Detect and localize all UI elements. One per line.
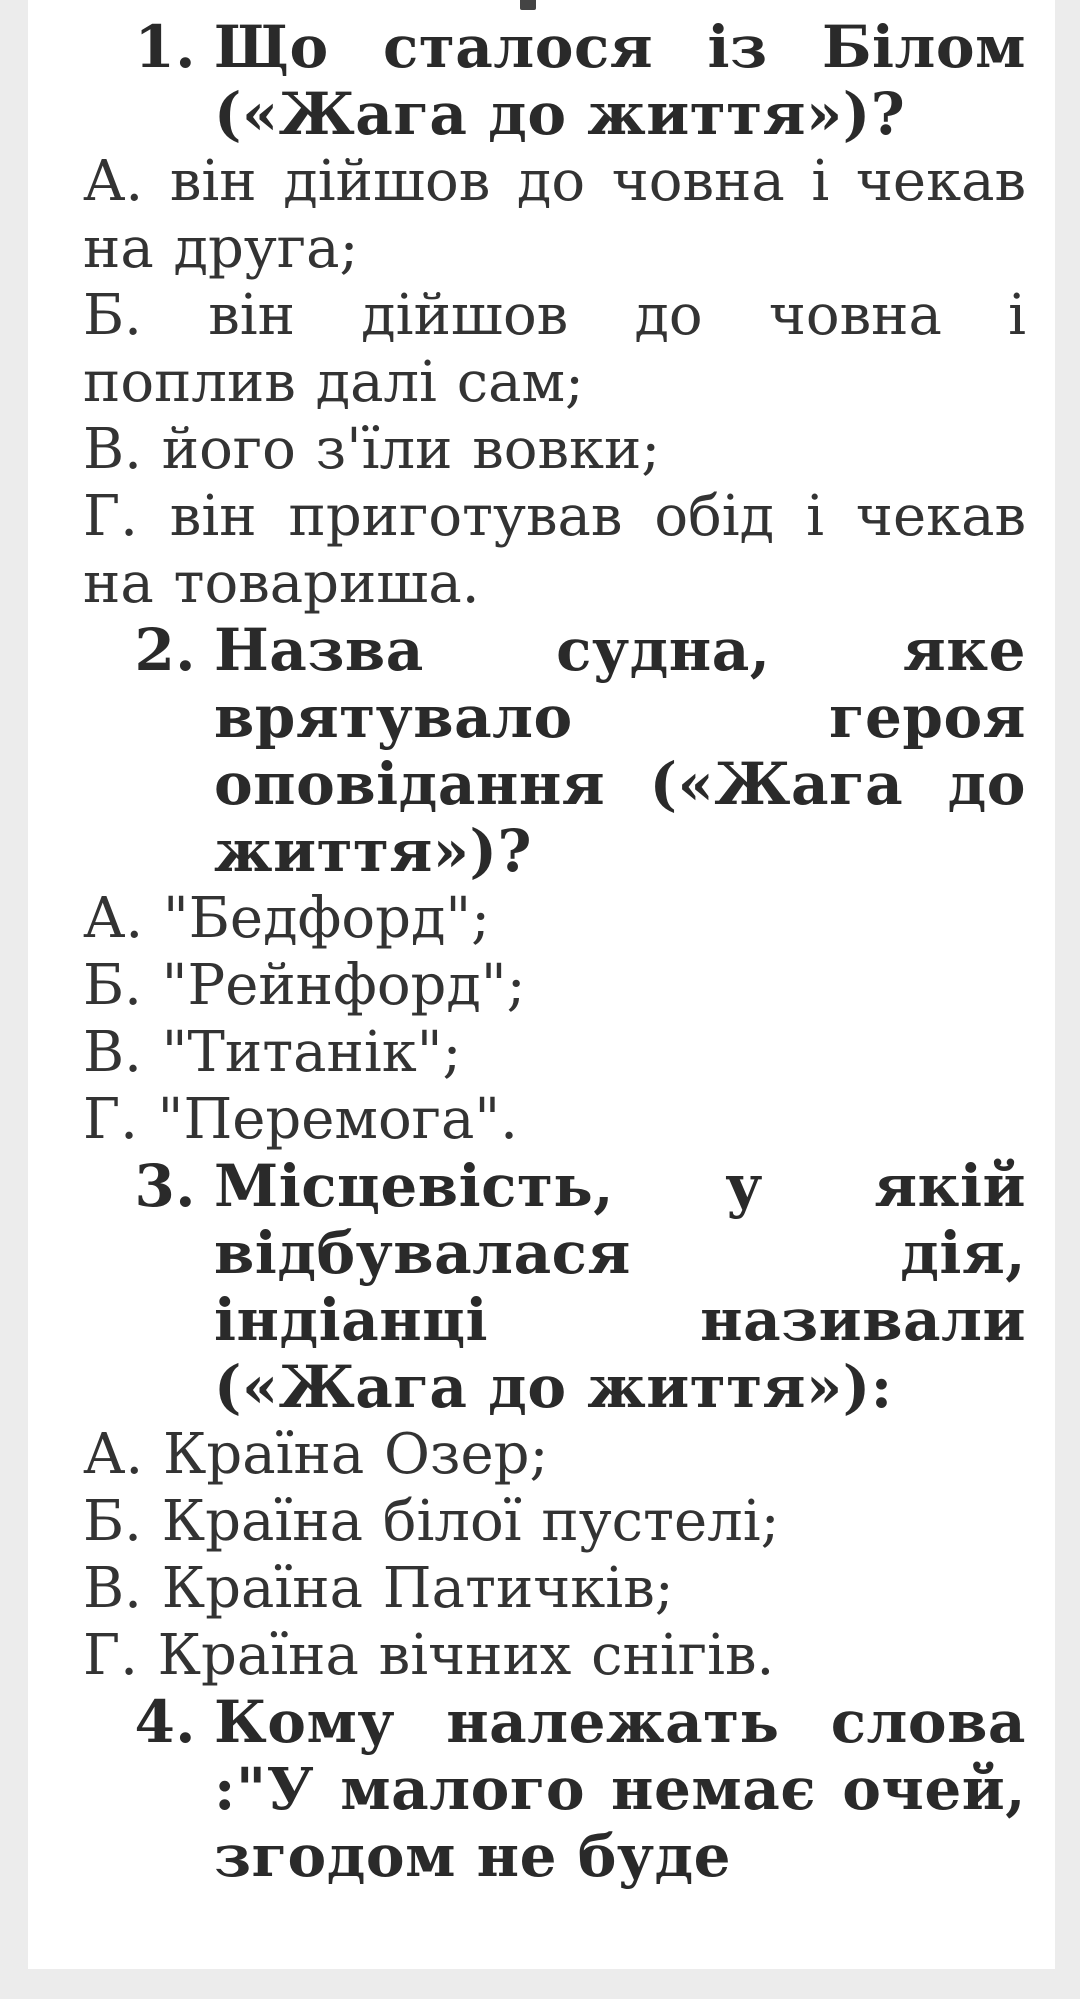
answer-list <box>83 885 1026 1153</box>
answer-option: Г. Країна вічних снігів. <box>83 1623 775 1688</box>
question-block-2 <box>83 617 1026 1153</box>
question-4 <box>83 1689 1026 1890</box>
question-number: 2. <box>134 616 196 684</box>
answer-option: Б. він дійшов до човна і поплив далі сам; <box>83 283 1026 415</box>
question-text: Кому належать слова :"У малого немає очей, згодом не буде <box>214 1688 1026 1890</box>
answer-option: Г. він приготував обід і чекав на товариша. <box>83 484 1026 616</box>
question-number: 4. <box>134 1688 196 1756</box>
question-2 <box>83 617 1026 885</box>
question-text: Назва судна, яке врятувало героя оповідання («Жага до життя»)? <box>214 616 1026 885</box>
question-number: 1. <box>134 13 196 81</box>
answer-list <box>83 1421 1026 1689</box>
question-block-3 <box>83 1153 1026 1689</box>
quiz-content <box>83 14 1026 1890</box>
answer-option: А. Країна Озер; <box>83 1422 549 1487</box>
answer-option: А. "Бедфорд"; <box>83 886 491 951</box>
cropped-letter-fragment <box>520 0 536 10</box>
answer-option: В. "Титанік"; <box>83 1020 462 1085</box>
question-text: Що сталося із Білом («Жага до життя»)? <box>214 13 1026 148</box>
answer-option: Б. Країна білої пустелі; <box>83 1489 780 1554</box>
question-text: Місцевість, у якій відбувалася дія, індіанці називали («Жага до життя»): <box>214 1152 1026 1421</box>
question-3 <box>83 1153 1026 1421</box>
question-1 <box>83 14 1026 148</box>
answer-option: А. він дійшов до човна і чекав на друга; <box>83 149 1026 281</box>
answer-list <box>83 148 1026 617</box>
question-block-1 <box>83 14 1026 617</box>
question-block-4 <box>83 1689 1026 1890</box>
answer-option: Г. "Перемога". <box>83 1087 518 1152</box>
question-number: 3. <box>134 1152 196 1220</box>
answer-option: В. його з'їли вовки; <box>83 417 661 482</box>
answer-option: Б. "Рейнфорд"; <box>83 953 526 1018</box>
cropped-previous-line <box>28 0 1055 12</box>
answer-option: В. Країна Патичків; <box>83 1556 674 1621</box>
document-page <box>28 0 1055 1969</box>
